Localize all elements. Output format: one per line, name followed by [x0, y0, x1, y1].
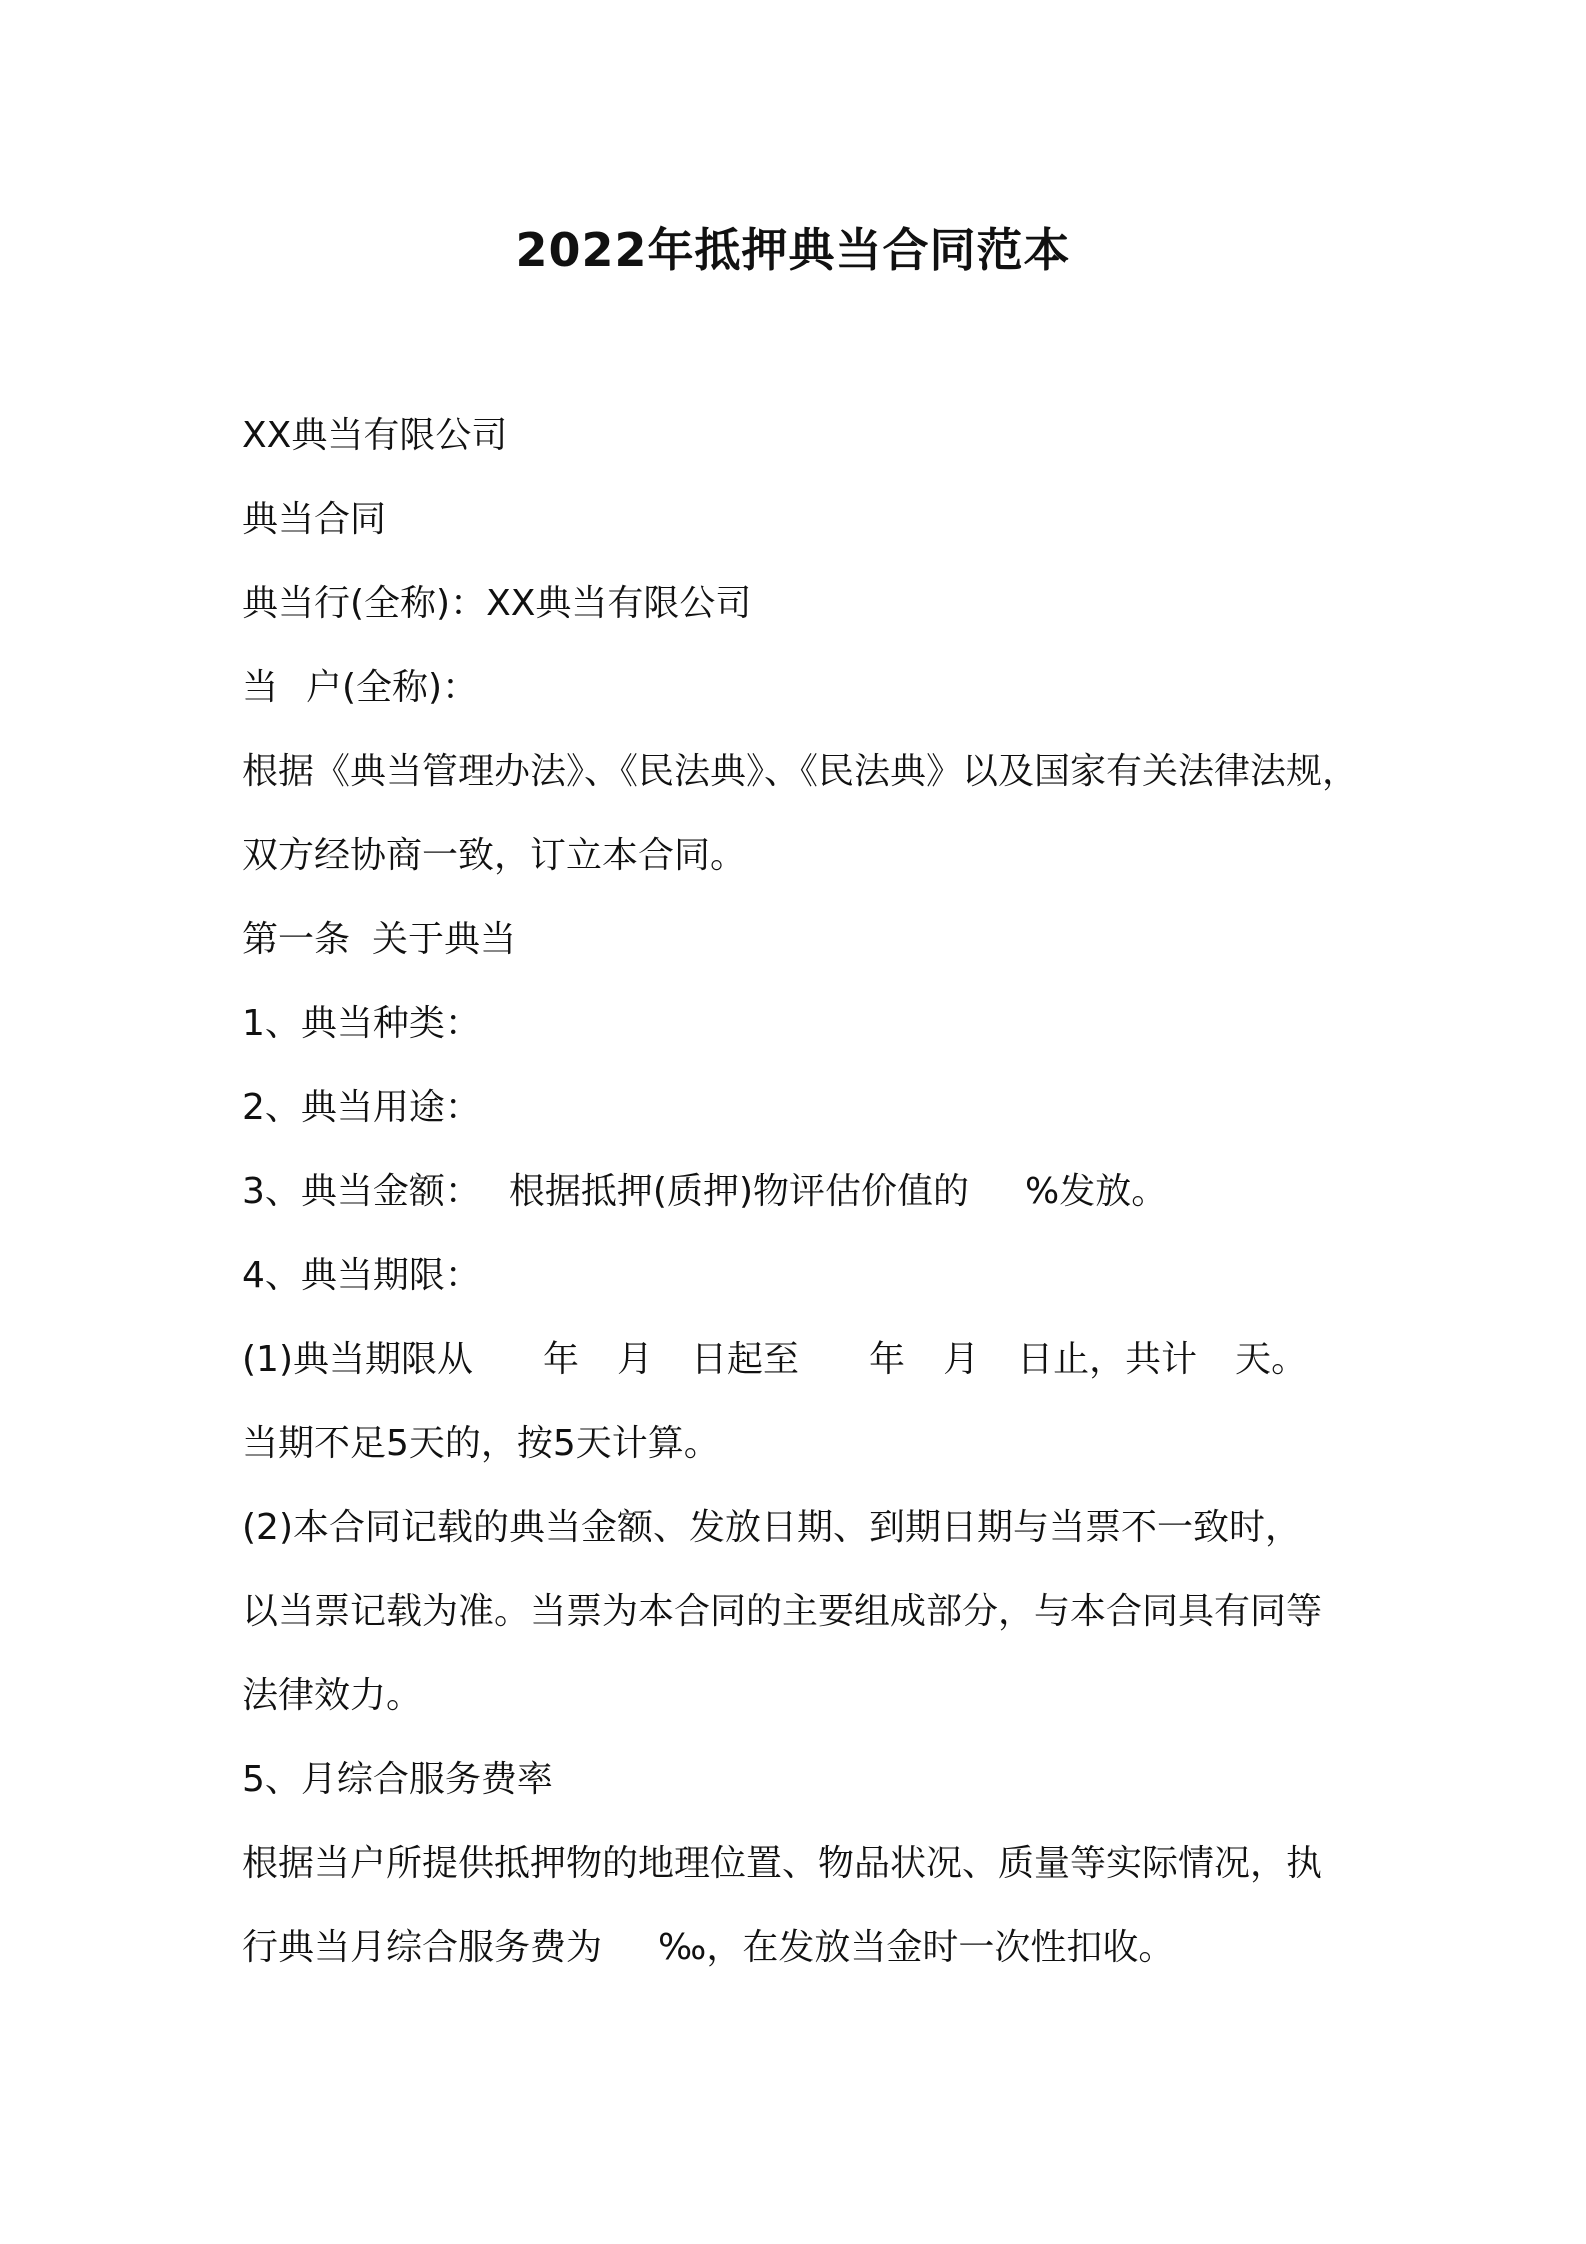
term-prefix: (1)典当期限从 — [242, 1339, 473, 1380]
clause-2-line-1: (2)本合同记载的典当金额、发放日期、到期日期与当票不一致时， — [242, 1507, 1301, 1548]
term-days: 天。 — [1235, 1339, 1308, 1380]
item-3-text: 根据抵押(质押)物评估价值的 — [508, 1171, 969, 1212]
item-5: 5、月综合服务费率 — [242, 1759, 553, 1800]
preamble-line-1: 根据《典当管理办法》、《民法典》、《民法典》以及国家有关法律法规， — [242, 751, 1359, 792]
clause-2-line-3: 法律效力。 — [242, 1675, 423, 1716]
item-1: 1、典当种类： — [242, 1003, 481, 1044]
article-1-heading — [242, 910, 1362, 994]
customer-line — [242, 658, 1362, 742]
article-1-title: 关于典当 — [372, 919, 517, 960]
fee-prefix: 行典当月综合服务费为 — [242, 1927, 603, 1968]
term-day-1: 日起至 — [691, 1339, 800, 1380]
item-3-tail: %发放。 — [1025, 1171, 1168, 1212]
contract-name: 典当合同 — [242, 499, 387, 540]
term-month-2: 月 — [943, 1339, 980, 1380]
clause-2-line-2: 以当票记载为准。当票为本合同的主要组成部分，与本合同具有同等 — [242, 1591, 1323, 1632]
term-month-1: 月 — [617, 1339, 654, 1380]
fee-tail: ‰，在发放当金时一次性扣收。 — [658, 1927, 1175, 1968]
item-4: 4、典当期限： — [242, 1255, 481, 1296]
preamble-line-2: 双方经协商一致，订立本合同。 — [242, 835, 747, 876]
document-title: 2022年抵押典当合同范本 — [515, 223, 1071, 277]
fee-line-2 — [242, 1918, 1362, 2002]
item-3-label: 3、典当金额： — [242, 1171, 481, 1212]
customer-label-a: 当 — [242, 667, 279, 708]
document-body — [242, 406, 1362, 2002]
article-1-number: 第一条 — [242, 919, 351, 960]
item-3 — [242, 1162, 1362, 1246]
pawnshop-label: 典当行(全称)： — [242, 583, 487, 624]
fee-line-1: 根据当户所提供抵押物的地理位置、物品状况、质量等实际情况，执 — [242, 1843, 1323, 1884]
term-line — [242, 1330, 1362, 1414]
pawnshop-line — [242, 574, 1362, 658]
pawnshop-value: XX典当有限公司 — [486, 583, 752, 624]
company-name: XX典当有限公司 — [242, 415, 508, 456]
term-note: 当期不足5天的，按5天计算。 — [242, 1423, 720, 1464]
term-day-2: 日止，共计 — [1017, 1339, 1198, 1380]
term-year-2: 年 — [869, 1339, 906, 1380]
item-2: 2、典当用途： — [242, 1087, 481, 1128]
customer-label-b: 户(全称)： — [306, 667, 479, 708]
term-year-1: 年 — [543, 1339, 580, 1380]
